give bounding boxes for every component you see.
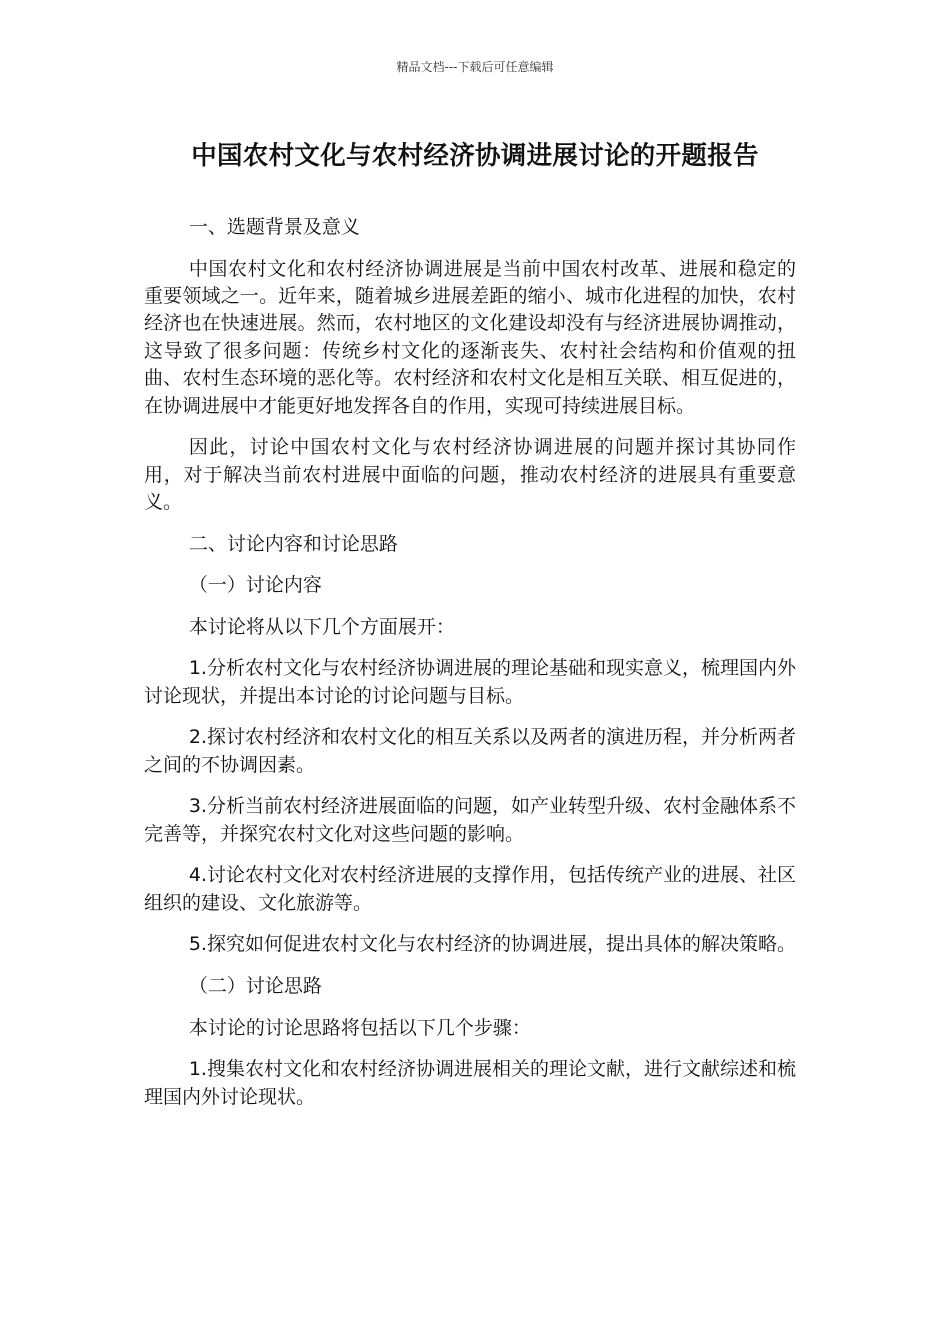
- header-note: 精品文档---下载后可任意编辑: [396, 60, 554, 74]
- paragraph: 中国农村文化和农村经济协调进展是当前中国农村改革、进展和稳定的重要领域之一。近年来，随着城乡进展差距的缩小、城市化进程的加快，农村经济也在快速进展。然而，农村地区的文化建设却没有与经济进展协调推动，这导致了很多问题：传统乡村文化的逐渐丧失、农村社会结构和价值观的扭曲、农村生态环境的恶化等。农村经济和农村文化是相互关联、相互促进的，在协调进展中才能更好地发挥各自的作用，实现可持续进展目标。: [144, 257, 796, 417]
- paragraph: 本讨论将从以下几个方面展开：: [188, 615, 455, 638]
- section-heading: 一、选题背景及意义: [188, 216, 360, 238]
- paragraph: 本讨论的讨论思路将包括以下几个步骤：: [188, 1016, 531, 1039]
- subsection-heading: （二）讨论思路: [188, 975, 322, 997]
- list-item: 2.探讨农村经济和农村文化的相互关系以及两者的演进历程，并分析两者之间的不协调因素。: [144, 726, 796, 776]
- list-item: 1.分析农村文化与农村经济协调进展的理论基础和现实意义，梳理国内外讨论现状，并提出本讨论的讨论问题与目标。: [144, 657, 796, 707]
- subsection-heading: （一）讨论内容: [188, 574, 322, 597]
- list-item: 1.搜集农村文化和农村经济协调进展相关的理论文献，进行文献综述和梳理国内外讨论现状。: [144, 1058, 796, 1108]
- document-title: 中国农村文化与农村经济协调进展讨论的开题报告: [191, 141, 759, 171]
- list-item: 4.讨论农村文化对农村经济进展的支撑作用，包括传统产业的进展、社区组织的建设、文化旅游等。: [144, 864, 796, 914]
- document-body: [144, 214, 796, 1125]
- list-item: 5.探究如何促进农村文化与农村经济的协调进展，提出具体的解决策略。: [188, 933, 796, 956]
- list-item: 3.分析当前农村经济进展面临的问题，如产业转型升级、农村金融体系不完善等，并探究农村文化对这些问题的影响。: [144, 795, 796, 845]
- section-heading: 二、讨论内容和讨论思路: [188, 532, 398, 555]
- paragraph: 因此，讨论中国农村文化与农村经济协调进展的问题并探讨其协同作用，对于解决当前农村进展中面临的问题，推动农村经济的进展具有重要意义。: [144, 436, 796, 514]
